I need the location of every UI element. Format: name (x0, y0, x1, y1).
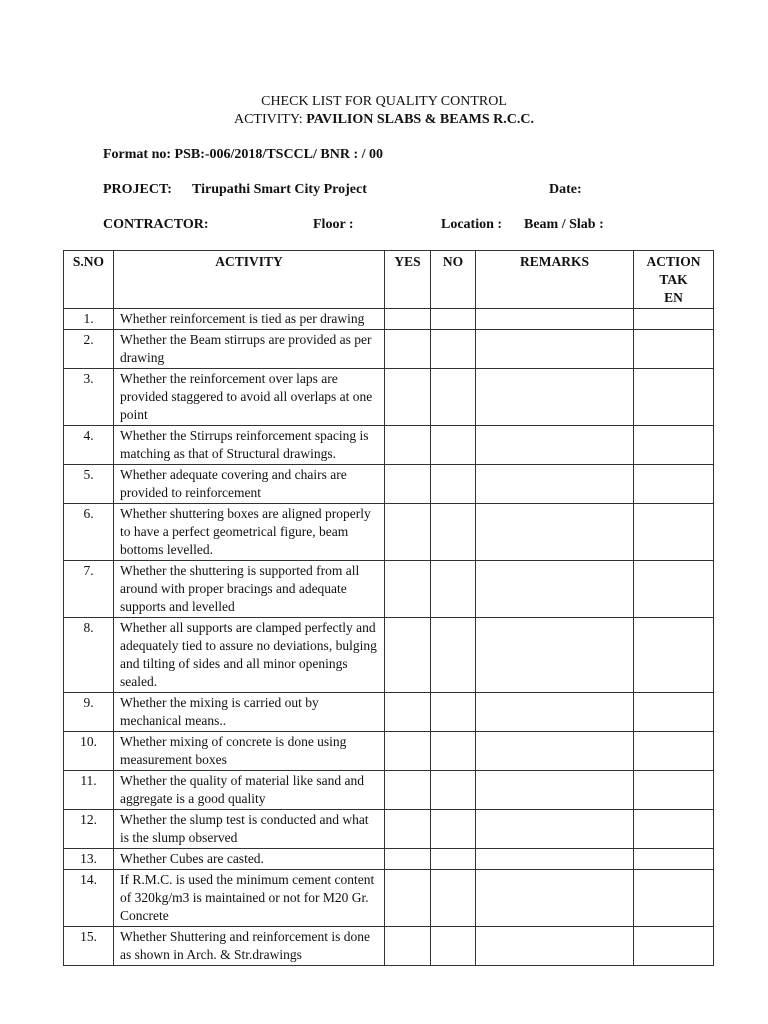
checklist-table (63, 250, 714, 966)
row-activity: Whether mixing of concrete is done using measurement boxes (114, 732, 385, 771)
no-cell[interactable] (431, 870, 476, 927)
yes-cell[interactable] (385, 561, 431, 618)
table-row (64, 504, 714, 561)
no-cell[interactable] (431, 849, 476, 870)
row-activity: Whether the Stirrups reinforcement spacing is matching as that of Structural drawings. (114, 426, 385, 465)
no-cell[interactable] (431, 810, 476, 849)
table-row (64, 927, 714, 966)
document-title: CHECK LIST FOR QUALITY CONTROL (261, 94, 507, 109)
row-activity: Whether Cubes are casted. (114, 849, 385, 870)
remarks-cell[interactable] (476, 426, 634, 465)
row-sno: 8. (64, 618, 114, 693)
no-cell[interactable] (431, 771, 476, 810)
action-line-1: ACTION (646, 254, 701, 269)
remarks-cell[interactable] (476, 849, 634, 870)
action-taken-cell[interactable] (634, 927, 714, 966)
yes-cell[interactable] (385, 771, 431, 810)
row-activity: Whether shuttering boxes are aligned properly to have a perfect geometrical figure, beam bottoms levelled. (114, 504, 385, 561)
remarks-cell[interactable] (476, 330, 634, 369)
yes-cell[interactable] (385, 369, 431, 426)
yes-cell[interactable] (385, 465, 431, 504)
no-cell[interactable] (431, 732, 476, 771)
remarks-cell[interactable] (476, 870, 634, 927)
format-number: Format no: PSB:-006/2018/TSCCL/ BNR : / 00 (103, 147, 383, 162)
action-taken-cell[interactable] (634, 330, 714, 369)
activity-heading (0, 112, 768, 128)
yes-cell[interactable] (385, 810, 431, 849)
row-activity: Whether the mixing is carried out by mechanical means.. (114, 693, 385, 732)
col-header-action-taken (634, 251, 714, 309)
yes-cell[interactable] (385, 693, 431, 732)
row-activity: If R.M.C. is used the minimum cement content of 320kg/m3 is maintained or not for M20 Gr. Concrete (114, 870, 385, 927)
project-value: Tirupathi Smart City Project (192, 182, 367, 197)
action-line-2: TAK (659, 272, 688, 287)
action-taken-cell[interactable] (634, 561, 714, 618)
row-sno: 1. (64, 309, 114, 330)
no-cell[interactable] (431, 504, 476, 561)
remarks-cell[interactable] (476, 504, 634, 561)
table-row (64, 618, 714, 693)
row-sno: 15. (64, 927, 114, 966)
location-label: Location : (441, 217, 503, 232)
action-taken-cell[interactable] (634, 732, 714, 771)
col-header-no: NO (431, 251, 476, 309)
action-taken-cell[interactable] (634, 810, 714, 849)
no-cell[interactable] (431, 426, 476, 465)
col-header-sno: S.NO (64, 251, 114, 309)
row-activity: Whether reinforcement is tied as per drawing (114, 309, 385, 330)
floor-label: Floor : (313, 217, 354, 232)
yes-cell[interactable] (385, 618, 431, 693)
yes-cell[interactable] (385, 504, 431, 561)
no-cell[interactable] (431, 465, 476, 504)
action-taken-cell[interactable] (634, 426, 714, 465)
no-cell[interactable] (431, 618, 476, 693)
remarks-cell[interactable] (476, 309, 634, 330)
contractor-label: CONTRACTOR: (103, 217, 209, 232)
row-sno: 4. (64, 426, 114, 465)
yes-cell[interactable] (385, 927, 431, 966)
action-taken-cell[interactable] (634, 849, 714, 870)
row-sno: 11. (64, 771, 114, 810)
row-sno: 2. (64, 330, 114, 369)
table-row (64, 771, 714, 810)
action-line-3: EN (664, 290, 683, 305)
project-label: PROJECT: (103, 182, 172, 197)
action-taken-cell[interactable] (634, 771, 714, 810)
action-taken-cell[interactable] (634, 693, 714, 732)
row-activity: Whether the slump test is conducted and what is the slump observed (114, 810, 385, 849)
table-row (64, 426, 714, 465)
yes-cell[interactable] (385, 426, 431, 465)
table-row (64, 561, 714, 618)
remarks-cell[interactable] (476, 771, 634, 810)
row-sno: 3. (64, 369, 114, 426)
no-cell[interactable] (431, 330, 476, 369)
table-header-row (64, 251, 714, 309)
no-cell[interactable] (431, 309, 476, 330)
table-row (64, 693, 714, 732)
row-activity: Whether adequate covering and chairs are provided to reinforcement (114, 465, 385, 504)
yes-cell[interactable] (385, 309, 431, 330)
table-row (64, 330, 714, 369)
action-taken-cell[interactable] (634, 618, 714, 693)
row-sno: 12. (64, 810, 114, 849)
activity-value: PAVILION SLABS & BEAMS R.C.C. (306, 112, 534, 127)
activity-label: ACTIVITY: (233, 112, 307, 127)
remarks-cell[interactable] (476, 618, 634, 693)
row-activity: Whether the shuttering is supported from all around with proper bracings and adequate supports and levelled (114, 561, 385, 618)
yes-cell[interactable] (385, 849, 431, 870)
date-label: Date: (549, 182, 582, 197)
yes-cell[interactable] (385, 732, 431, 771)
table-row (64, 465, 714, 504)
row-activity: Whether the quality of material like sand and aggregate is a good quality (114, 771, 385, 810)
remarks-cell[interactable] (476, 693, 634, 732)
action-taken-cell[interactable] (634, 870, 714, 927)
remarks-cell[interactable] (476, 732, 634, 771)
beam-slab-label: Beam / Slab : (524, 217, 604, 232)
yes-cell[interactable] (385, 870, 431, 927)
action-taken-cell[interactable] (634, 465, 714, 504)
table-row (64, 732, 714, 771)
action-taken-cell[interactable] (634, 309, 714, 330)
action-taken-cell[interactable] (634, 369, 714, 426)
no-cell[interactable] (431, 927, 476, 966)
remarks-cell[interactable] (476, 810, 634, 849)
col-header-remarks: REMARKS (476, 251, 634, 309)
row-sno: 5. (64, 465, 114, 504)
remarks-cell[interactable] (476, 561, 634, 618)
row-activity: Whether Shuttering and reinforcement is done as shown in Arch. & Str.drawings (114, 927, 385, 966)
no-cell[interactable] (431, 561, 476, 618)
row-sno: 14. (64, 870, 114, 927)
table-row (64, 810, 714, 849)
row-sno: 10. (64, 732, 114, 771)
col-header-activity: ACTIVITY (114, 251, 385, 309)
remarks-cell[interactable] (476, 369, 634, 426)
row-sno: 9. (64, 693, 114, 732)
row-activity: Whether the Beam stirrups are provided as per drawing (114, 330, 385, 369)
col-header-yes: YES (385, 251, 431, 309)
remarks-cell[interactable] (476, 927, 634, 966)
table-row (64, 309, 714, 330)
yes-cell[interactable] (385, 330, 431, 369)
row-sno: 13. (64, 849, 114, 870)
remarks-cell[interactable] (476, 465, 634, 504)
row-sno: 7. (64, 561, 114, 618)
no-cell[interactable] (431, 369, 476, 426)
table-row (64, 849, 714, 870)
no-cell[interactable] (431, 693, 476, 732)
row-sno: 6. (64, 504, 114, 561)
table-row (64, 870, 714, 927)
action-taken-cell[interactable] (634, 504, 714, 561)
row-activity: Whether the reinforcement over laps are provided staggered to avoid all overlaps at one point (114, 369, 385, 426)
table-row (64, 369, 714, 426)
row-activity: Whether all supports are clamped perfectly and adequately tied to assure no deviations, bulging and tilting of sides and all minor openings sealed. (114, 618, 385, 693)
